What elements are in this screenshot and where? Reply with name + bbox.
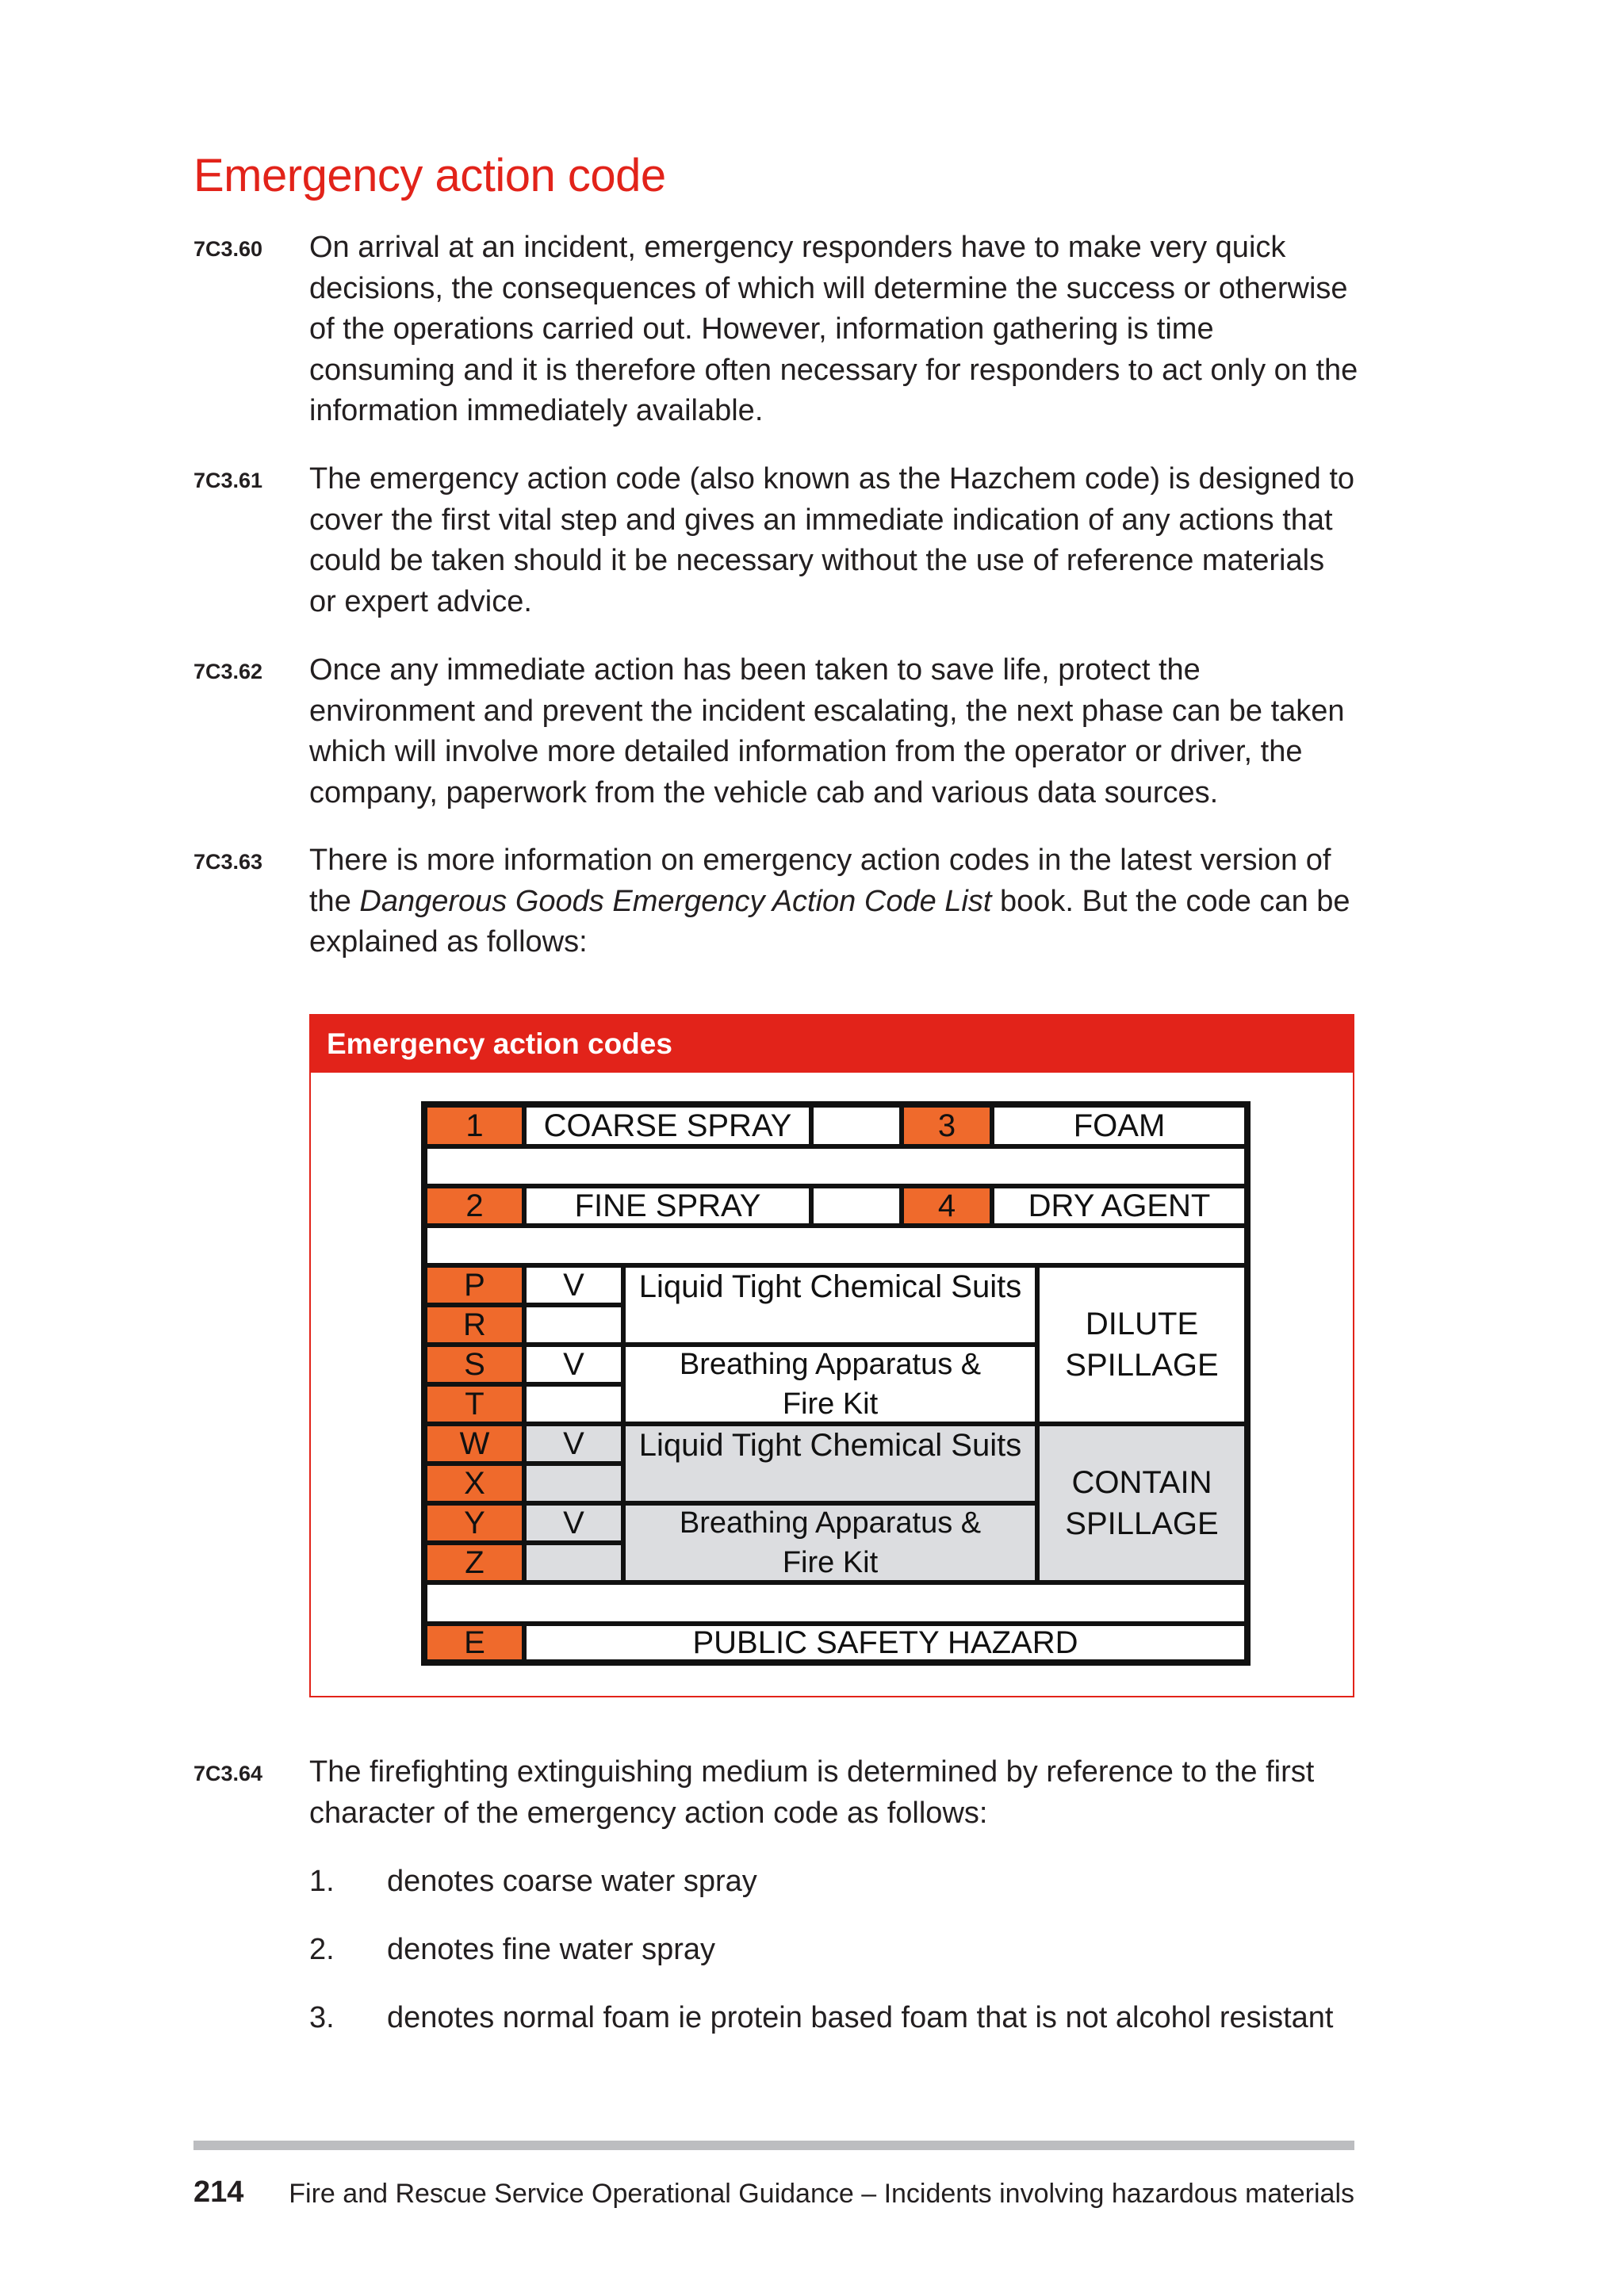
- code-cell-3: 3: [902, 1105, 992, 1146]
- spacer-row: [425, 1146, 1247, 1186]
- list-number: 3.: [309, 2001, 335, 2034]
- code-cell-e: E: [425, 1624, 524, 1662]
- paragraph-number: 7C3.60: [193, 237, 263, 261]
- paragraph-number: 7C3.64: [193, 1762, 263, 1785]
- panel-title: Emergency action codes: [311, 1016, 1353, 1073]
- ppe-chemical-suits: Liquid Tight Chemical Suits: [623, 1265, 1037, 1345]
- letter-s: S: [425, 1345, 524, 1384]
- paragraph-text: The firefighting extinguishing medium is determined by reference to the first character of the emergency action code as follows:: [309, 1755, 1315, 1830]
- list-number: 2.: [309, 1933, 335, 1966]
- letter-w: W: [425, 1424, 524, 1464]
- book-title: Dangerous Goods Emergency Action Code List: [359, 884, 992, 918]
- contain-line2: SPILLAGE: [1065, 1506, 1219, 1541]
- code-cell-4: 4: [902, 1186, 992, 1226]
- dilute-line1: DILUTE: [1085, 1307, 1199, 1341]
- code-cell-1: 1: [425, 1105, 524, 1146]
- paragraph-text: On arrival at an incident, emergency responders have to make very quick decisions, the consequences of which will determine the success or otherwise of the operations carried out. However, information gathering is time consuming and it is therefore often necessary for responders to act only on the information immediately available.: [309, 231, 1358, 427]
- page-footer: [193, 2175, 1354, 2215]
- ppe-ba-line2: Fire Kit: [782, 1387, 879, 1421]
- label-fine-spray: FINE SPRAY: [524, 1186, 811, 1226]
- letter-r: R: [425, 1305, 524, 1345]
- paragraph-7c3-61: [193, 459, 1359, 622]
- v-mark-w: V: [524, 1424, 623, 1464]
- v-mark-p: V: [524, 1265, 623, 1305]
- footer-divider: [193, 2141, 1354, 2150]
- contain-line1: CONTAIN: [1071, 1465, 1212, 1500]
- paragraph-text: Once any immediate action has been taken to save life, protect the environment and prevent the incident escalating, the next phase can be taken which will involve more detailed information from the operator or driver, the company, paperwork from the vehicle cab and various data sources.: [309, 653, 1345, 809]
- page-number: 214: [193, 2175, 244, 2209]
- ppe-ba-line2: Fire Kit: [782, 1546, 879, 1579]
- ppe-chemical-suits: Liquid Tight Chemical Suits: [623, 1424, 1037, 1503]
- publication-title: Fire and Rescue Service Operational Guidance – Incidents involving hazardous materials: [289, 2179, 1354, 2209]
- paragraph-7c3-60: [193, 228, 1359, 432]
- letter-x: X: [425, 1464, 524, 1503]
- v-mark-y: V: [524, 1503, 623, 1543]
- label-dry-agent: DRY AGENT: [992, 1186, 1247, 1226]
- ppe-ba-line1: Breathing Apparatus &: [679, 1348, 982, 1381]
- label-coarse-spray: COARSE SPRAY: [524, 1105, 811, 1146]
- hazchem-code-table: [421, 1101, 1251, 1666]
- list-text: denotes coarse water spray: [387, 1865, 757, 1898]
- spacer-row: [425, 1582, 1247, 1624]
- code-cell-2: 2: [425, 1186, 524, 1226]
- ppe-breathing-apparatus: [623, 1345, 1037, 1424]
- section-heading: Emergency action code: [193, 150, 666, 201]
- list-text: denotes fine water spray: [387, 1933, 716, 1966]
- paragraph-7c3-64: [193, 1752, 1359, 1834]
- letter-y: Y: [425, 1503, 524, 1543]
- blank-cell: [524, 1543, 623, 1582]
- list-number: 1.: [309, 1865, 335, 1898]
- public-safety-hazard-label: PUBLIC SAFETY HAZARD: [524, 1624, 1247, 1662]
- letter-p: P: [425, 1265, 524, 1305]
- paragraph-number: 7C3.61: [193, 469, 263, 492]
- dilute-line2: SPILLAGE: [1065, 1348, 1219, 1383]
- text-run: There is more information on emergency action codes in the latest version of the: [309, 844, 1331, 918]
- blank-cell: [811, 1186, 902, 1226]
- letter-z: Z: [425, 1543, 524, 1582]
- contain-spillage-cell: [1037, 1424, 1247, 1582]
- blank-cell: [524, 1305, 623, 1345]
- list-text: denotes normal foam ie protein based foam that is not alcohol resistant: [387, 2001, 1334, 2034]
- paragraph-number: 7C3.63: [193, 850, 263, 874]
- ppe-ba-line1: Breathing Apparatus &: [679, 1506, 982, 1540]
- letter-t: T: [425, 1384, 524, 1424]
- ppe-breathing-apparatus: [623, 1503, 1037, 1582]
- paragraph-7c3-63: [193, 840, 1359, 963]
- paragraph-text: The emergency action code (also known as the Hazchem code) is designed to cover the first vital step and gives an immediate indication of any actions that could be taken should it be necessary without the use of reference materials or expert advice.: [309, 462, 1355, 618]
- blank-cell: [524, 1384, 623, 1424]
- paragraph-7c3-62: [193, 650, 1359, 813]
- label-foam: FOAM: [992, 1105, 1247, 1146]
- paragraph-number: 7C3.62: [193, 660, 263, 683]
- spacer-row: [425, 1226, 1247, 1265]
- text-run: book. But the code can be explained as follows:: [309, 884, 1350, 959]
- dilute-spillage-cell: [1037, 1265, 1247, 1424]
- blank-cell: [524, 1464, 623, 1503]
- v-mark-s: V: [524, 1345, 623, 1384]
- blank-cell: [811, 1105, 902, 1146]
- paragraph-text: [309, 840, 1359, 963]
